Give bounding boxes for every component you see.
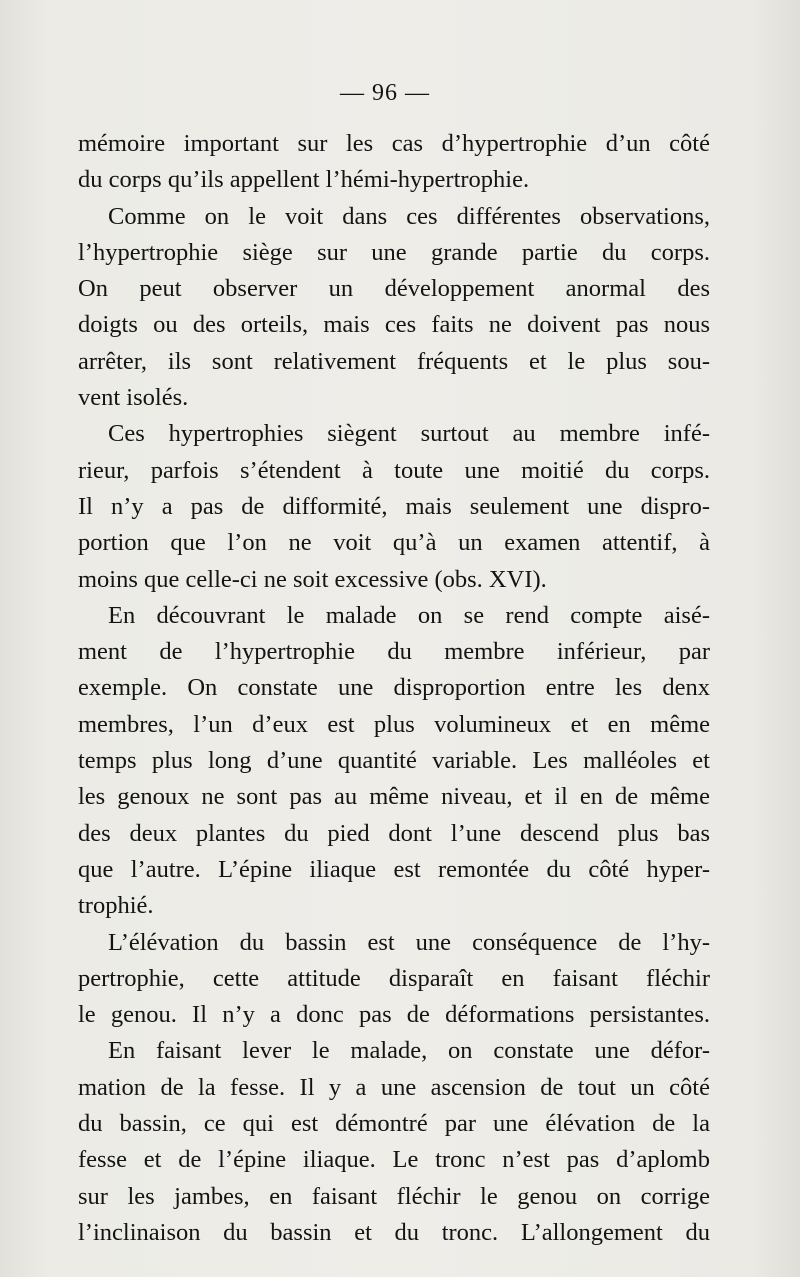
text-line: portion que l’on ne voit qu’à un examen attentif, à (78, 529, 710, 557)
text-line: du corps qu’ils appellent l’hémi-hypertrophie. (78, 166, 530, 194)
text-line: temps plus long d’une quantité variable. Les malléoles et (78, 747, 710, 775)
body-text (78, 126, 710, 1251)
text-line: pertrophie, cette attitude disparaît en faisant fléchir (78, 964, 710, 992)
text-line: arrêter, ils sont relativement fréquents et le plus sou- (78, 347, 710, 375)
text-line: mémoire important sur les cas d’hypertrophie d’un côté (78, 130, 710, 157)
text-line: L’élévation du bassin est une conséquence de l’hy- (108, 928, 710, 956)
text-line: les genoux ne sont pas au même niveau, et il en de même (78, 783, 710, 811)
text-line: On peut observer un développement anormal des (78, 275, 710, 303)
text-line: membres, l’un d’eux est plus volumineux et en même (78, 710, 710, 738)
text-line: fesse et de l’épine iliaque. Le tronc n’est pas d’aplomb (78, 1146, 710, 1174)
text-line: l’hypertrophie siège sur une grande partie du corps. (78, 238, 710, 266)
text-line: du bassin, ce qui est démontré par une élévation de la (78, 1110, 710, 1138)
text-line: trophié. (78, 892, 154, 920)
text-line: En faisant lever le malade, on constate une défor- (108, 1037, 710, 1065)
text-line: que l’autre. L’épine iliaque est remontée du côté hyper- (78, 855, 710, 883)
text-line: sur les jambes, en faisant fléchir le genou on corrige (78, 1182, 710, 1210)
text-line: le genou. Il n’y a donc pas de déformations persistantes. (78, 1001, 710, 1029)
text-line: Comme on le voit dans ces différentes observations, (108, 202, 710, 230)
text-line: l’inclinaison du bassin et du tronc. L’allongement du (78, 1218, 710, 1246)
text-line: vent isolés. (78, 384, 189, 412)
text-line: mation de la fesse. Il y a une ascension de tout un côté (78, 1073, 710, 1101)
text-line: Ces hypertrophies siègent surtout au membre infé- (108, 420, 710, 448)
text-line: En découvrant le malade on se rend compte aisé- (108, 601, 710, 629)
text-line: exemple. On constate une disproportion entre les denx (78, 674, 710, 702)
text-line: Il n’y a pas de difformité, mais seulement une dispro- (78, 492, 710, 520)
text-line: doigts ou des orteils, mais ces faits ne doivent pas nous (78, 311, 710, 339)
text-line: ment de l’hypertrophie du membre inférieur, par (78, 638, 710, 666)
text-line: rieur, parfois s’étendent à toute une moitié du corps. (78, 456, 710, 484)
text-line: des deux plantes du pied dont l’une descend plus bas (78, 819, 710, 847)
page-number: — 96 — (340, 80, 430, 106)
text-line: moins que celle-ci ne soit excessive (obs. XVI). (78, 565, 547, 593)
